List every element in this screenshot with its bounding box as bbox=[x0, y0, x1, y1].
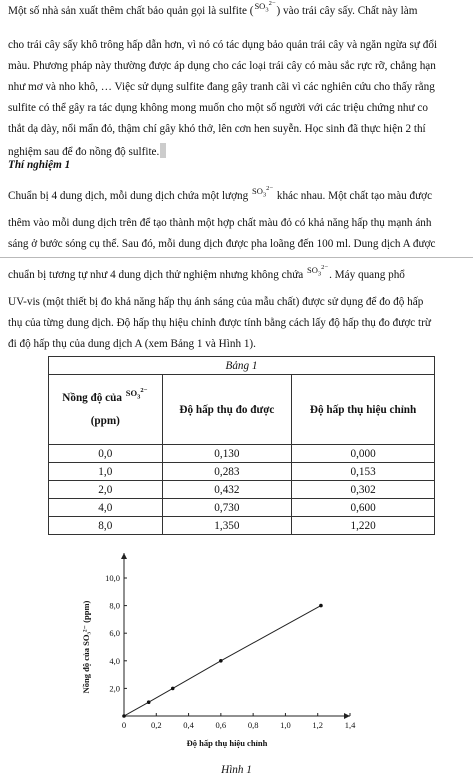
header-measured-absorbance: Độ hấp thụ đo được bbox=[162, 375, 292, 445]
header-concentration bbox=[49, 375, 163, 445]
formula-subscript: 3 bbox=[262, 191, 267, 199]
cell: 1,0 bbox=[49, 463, 163, 481]
paragraph-1-line-2: cho trái cây sấy khô trông hấp dẫn hơn, vì nó có tác dụng bảo quản trái cây và ngăn ngừa sự đổi bbox=[8, 39, 438, 51]
y-tick-label: 8,0 bbox=[109, 600, 120, 611]
paragraph-2-line-2: thêm vào mỗi dung dịch trên để tạo thành một hợp chất màu đỏ có khả năng hấp thụ mạnh ánh bbox=[8, 217, 432, 229]
data-table bbox=[48, 356, 435, 535]
data-point bbox=[319, 604, 323, 608]
formula-base: SO bbox=[252, 185, 263, 196]
cell: 0,130 bbox=[162, 445, 292, 463]
text-fragment: khác nhau. Một chất tạo màu được bbox=[276, 189, 433, 202]
y-tick-label: 4,0 bbox=[109, 655, 120, 666]
paragraph-2-line-7: đi độ hấp thụ của dung dịch A (xem Bảng 1 và Hình 1). bbox=[8, 338, 256, 350]
text-fragment: Chuẩn bị 4 dung dịch, mỗi dung dịch chứa một lượng bbox=[8, 189, 249, 202]
x-tick-label: 0,6 bbox=[215, 720, 227, 730]
paragraph-1-line-7 bbox=[8, 143, 166, 159]
formula-base: SO bbox=[125, 387, 138, 398]
text-fragment: chuẩn bị tương tự như 4 dung dịch thử nghiệm nhưng không chứa bbox=[8, 268, 304, 281]
header-unit: (ppm) bbox=[90, 415, 120, 428]
header-corrected-absorbance: Độ hấp thụ hiệu chỉnh bbox=[292, 375, 435, 445]
formula-subscript: 3 bbox=[317, 270, 322, 278]
cell: 0,730 bbox=[162, 499, 292, 517]
paragraph-2-line-6: thụ của từng dung dịch. Độ hấp thụ hiệu chỉnh được tính bằng cách lấy độ hấp thụ đo được trừ bbox=[8, 317, 431, 329]
data-point bbox=[122, 714, 126, 718]
text-fragment: nghiệm sau để đo nồng độ sulfite. bbox=[8, 146, 160, 158]
table-caption-row bbox=[49, 357, 435, 375]
x-tick-label: 1,2 bbox=[312, 720, 324, 730]
cell: 1,220 bbox=[292, 517, 435, 535]
figure-caption: Hình 1 bbox=[221, 764, 252, 776]
header-text: Nồng độ của bbox=[62, 391, 122, 404]
cell: 8,0 bbox=[49, 517, 163, 535]
table-row bbox=[49, 445, 435, 463]
sulfite-formula bbox=[252, 182, 273, 203]
divider bbox=[0, 257, 473, 258]
paragraph-1-line-3: màu. Phương pháp này thường được áp dụng cho các loại trái cây có màu sắc rực rỡ, chẳng hạn bbox=[8, 60, 436, 72]
y-tick-label: 10,0 bbox=[105, 573, 120, 583]
data-point bbox=[219, 659, 223, 663]
text-fragment: . Máy quang phổ bbox=[329, 268, 405, 281]
table-row bbox=[49, 499, 435, 517]
sulfite-formula bbox=[254, 0, 275, 18]
cell: 0,0 bbox=[49, 445, 163, 463]
y-axis-label: Nồng độ của SO₃²⁻ (ppm) bbox=[81, 600, 91, 694]
y-tick-label: 2,0 bbox=[109, 683, 120, 694]
text-fragment: ) vào trái cây sấy. Chất này làm bbox=[276, 4, 418, 17]
table-row bbox=[49, 517, 435, 535]
x-tick-label: 1,4 bbox=[344, 720, 356, 730]
cell: 2,0 bbox=[49, 481, 163, 499]
cell: 0,600 bbox=[292, 499, 435, 517]
table-row bbox=[49, 481, 435, 499]
paragraph-2-line-5: UV-vis (một thiết bị đo khả năng hấp thụ ánh sáng của mẫu chất) được sử dụng để đo độ hấp bbox=[8, 296, 424, 308]
x-axis-label: Độ hấp thụ hiệu chỉnh bbox=[186, 738, 268, 748]
x-tick-label: 0,4 bbox=[183, 720, 194, 730]
cell: 1,350 bbox=[162, 517, 292, 535]
cell: 0,283 bbox=[162, 463, 292, 481]
paragraph-2-line-4 bbox=[8, 266, 405, 287]
cell: 0,153 bbox=[292, 463, 435, 481]
data-point bbox=[147, 700, 151, 704]
sulfite-formula bbox=[307, 261, 328, 282]
cell: 4,0 bbox=[49, 499, 163, 517]
paragraph-1-line-4: như mơ và nho khô, … Việc sử dụng sulfite đang gây tranh cãi vì các nghiên cứu cho thấy rằng bbox=[8, 81, 435, 93]
data-point bbox=[171, 687, 175, 691]
formula-superscript: 2− bbox=[268, 0, 276, 7]
formula-subscript: 3 bbox=[137, 393, 141, 401]
formula-base: SO bbox=[254, 0, 266, 11]
table-header-row bbox=[49, 375, 435, 445]
y-axis-arrow bbox=[121, 553, 127, 559]
table-row bbox=[49, 463, 435, 481]
formula-superscript: 2− bbox=[266, 185, 274, 192]
y-tick-label: 6,0 bbox=[109, 628, 120, 639]
sulfite-formula bbox=[126, 387, 148, 401]
calibration-chart bbox=[80, 548, 365, 750]
paragraph-2-line-3: sáng ở bước sóng cụ thể. Sau đó, mỗi dung dịch được pha loãng đến 100 ml. Dung dịch A được bbox=[8, 238, 436, 250]
formula-superscript: 2− bbox=[321, 264, 329, 271]
paragraph-1-line-1 bbox=[8, 2, 417, 23]
cell: 0,432 bbox=[162, 481, 292, 499]
formula-base: SO bbox=[307, 264, 318, 275]
formula-subscript: 3 bbox=[265, 6, 269, 14]
text-fragment: Một số nhà sản xuất thêm chất bảo quản gọi là sulfite ( bbox=[8, 4, 254, 17]
formula-superscript: 2− bbox=[140, 386, 148, 394]
x-tick-label: 0,2 bbox=[150, 720, 162, 730]
text-cursor bbox=[160, 143, 166, 158]
paragraph-1-line-6: thắt dạ dày, nổi mẩn đỏ, thậm chí gây khó thở, lên cơn hen suyễn. Học sinh đã thực hiện 2 thí bbox=[8, 123, 426, 135]
paragraph-1-line-5: sulfite có thể gây ra tác dụng không mong muốn cho một số người với các triệu chứng như co bbox=[8, 102, 428, 114]
table-caption: Bảng 1 bbox=[49, 357, 435, 375]
x-tick-label: 0,8 bbox=[247, 720, 259, 730]
x-tick-label: 0 bbox=[121, 720, 127, 730]
x-axis-arrow bbox=[344, 713, 350, 719]
cell: 0,302 bbox=[292, 481, 435, 499]
experiment-heading: Thí nghiệm 1 bbox=[8, 159, 71, 171]
header-concentration-line-1 bbox=[49, 386, 162, 406]
cell: 0,000 bbox=[292, 445, 435, 463]
x-tick-label: 1,0 bbox=[280, 720, 291, 730]
paragraph-2-line-1 bbox=[8, 187, 432, 208]
